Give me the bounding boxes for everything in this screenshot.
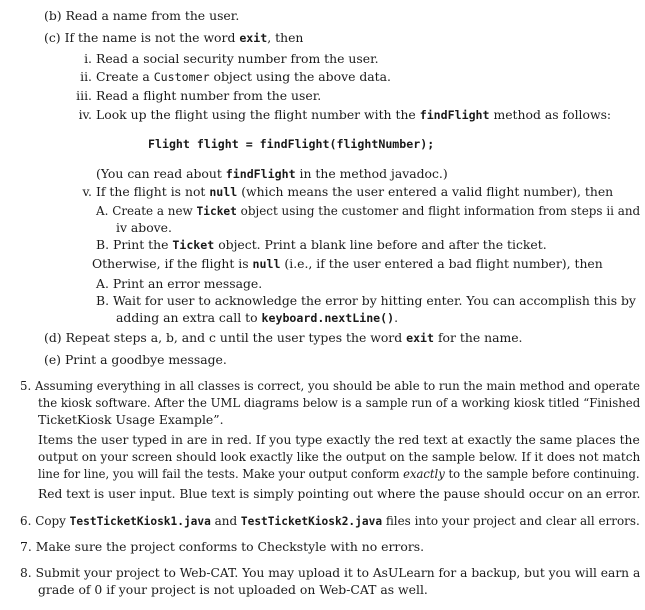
text: , then (267, 30, 304, 45)
code: exit (239, 31, 268, 45)
step-5-para-2-line-1: Items the user typed in are in red. If you type exactly the red text at exactly the same places the (38, 432, 640, 447)
text: If the name is not the word (64, 30, 240, 45)
text: and (210, 513, 241, 528)
marker: iv. (78, 107, 92, 122)
code: TestTicketKiosk2.java (240, 514, 383, 528)
marker: 7. (20, 539, 32, 554)
code: Customer (153, 70, 210, 84)
text: Assuming everything in all classes is correct, you should be able to run the main method and operate (34, 378, 640, 393)
list-item-otherwise-b (96, 293, 636, 309)
list-item-v-a (96, 203, 640, 219)
text: Read a flight number from the user. (96, 88, 322, 103)
marker: A. (96, 203, 109, 218)
otherwise-line (92, 256, 603, 272)
text: Copy (35, 513, 70, 528)
marker: v. (82, 184, 92, 199)
marker: 5. (20, 378, 32, 393)
marker: A. (96, 276, 109, 291)
text: adding an extra call to (116, 310, 262, 325)
text: in the method javadoc.) (295, 166, 448, 181)
text: Create a (96, 69, 154, 84)
step-5-para-3: Red text is user input. Blue text is simply pointing out where the pause should occur on an error. (38, 486, 641, 501)
step-5-line-2: the kiosk software. After the UML diagrams below is a sample run of a working kiosk titled “Finished (38, 395, 641, 410)
marker: iii. (76, 88, 92, 103)
step-6 (20, 513, 640, 529)
text: object. Print a blank line before and after the ticket. (214, 237, 547, 252)
list-item-otherwise-b-cont (116, 310, 398, 326)
marker: (c) (44, 30, 61, 45)
code: keyboard.nextLine() (261, 311, 395, 325)
step-5-line-3: TicketKiosk Usage Example”. (38, 412, 224, 427)
step-8 (20, 565, 640, 581)
code: null (252, 257, 281, 271)
text: (You can read about (96, 166, 226, 181)
emphasis: exactly (403, 466, 445, 481)
text: Look up the flight using the flight number with the (96, 107, 420, 122)
text: Print the (113, 237, 173, 252)
text: If the flight is not (96, 184, 210, 199)
code: exit (406, 331, 435, 345)
step-7 (20, 539, 424, 555)
text: Read a social security number from the user. (96, 51, 379, 66)
step-5-para-2-line-3 (38, 466, 640, 482)
code-snippet: Flight flight = findFlight(flightNumber); (148, 137, 435, 151)
text: method as follows: (489, 107, 612, 122)
item-text: Read a name from the user. (65, 8, 240, 23)
text: (which means the user entered a valid flight number), then (237, 184, 614, 199)
marker: ii. (80, 69, 92, 84)
text: Otherwise, if the flight is (92, 256, 253, 271)
list-item-v-a-cont: iv above. (116, 220, 172, 235)
text: for the name. (434, 330, 523, 345)
marker: (b) (44, 8, 62, 23)
list-item-v-b (96, 237, 547, 253)
javadoc-note (96, 166, 448, 182)
text: files into your project and clear all errors. (382, 513, 640, 528)
code: findFlight (419, 108, 490, 122)
marker: i. (84, 51, 92, 66)
code: findFlight (225, 167, 296, 181)
marker: B. (96, 237, 110, 252)
list-item-c (44, 30, 303, 46)
text: object using the above data. (209, 69, 391, 84)
marker: B. (96, 293, 110, 308)
marker: (e) (44, 352, 62, 367)
text: . (394, 310, 399, 325)
code: Ticket (172, 238, 215, 252)
text: Print a goodbye message. (64, 352, 227, 367)
step-5-para-2-line-2: output on your screen should look exactly like the output on the sample below. If it does not match (38, 449, 641, 464)
text: Make sure the project conforms to Checkstyle with no errors. (35, 539, 425, 554)
text: line for line, you will fail the tests. Make your output conform (38, 466, 404, 481)
marker: (d) (44, 330, 62, 345)
text: Submit your project to Web-CAT. You may upload it to AsULearn for a backup, but you will earn a (35, 565, 641, 580)
marker: 6. (20, 513, 32, 528)
step-5 (20, 378, 640, 394)
list-item-e (44, 352, 227, 368)
code: null (209, 185, 238, 199)
text: (i.e., if the user entered a bad flight number), then (280, 256, 603, 271)
list-item-b (44, 8, 239, 24)
text: Create a new (112, 203, 197, 218)
list-item-d (44, 330, 522, 346)
marker: 8. (20, 565, 32, 580)
code: Ticket (196, 204, 237, 218)
text: Print an error message. (112, 276, 263, 291)
text: to the sample before continuing. (444, 466, 640, 481)
list-item-otherwise-a (96, 276, 262, 292)
step-8-line-2: grade of 0 if your project is not uploaded on Web-CAT as well. (38, 582, 428, 597)
text: Repeat steps a, b, and c until the user types the word (65, 330, 407, 345)
text: Wait for user to acknowledge the error by hitting enter. You can accomplish this by (113, 293, 636, 308)
code: TestTicketKiosk1.java (69, 514, 211, 528)
text: object using the customer and flight information from steps ii and (236, 203, 641, 218)
